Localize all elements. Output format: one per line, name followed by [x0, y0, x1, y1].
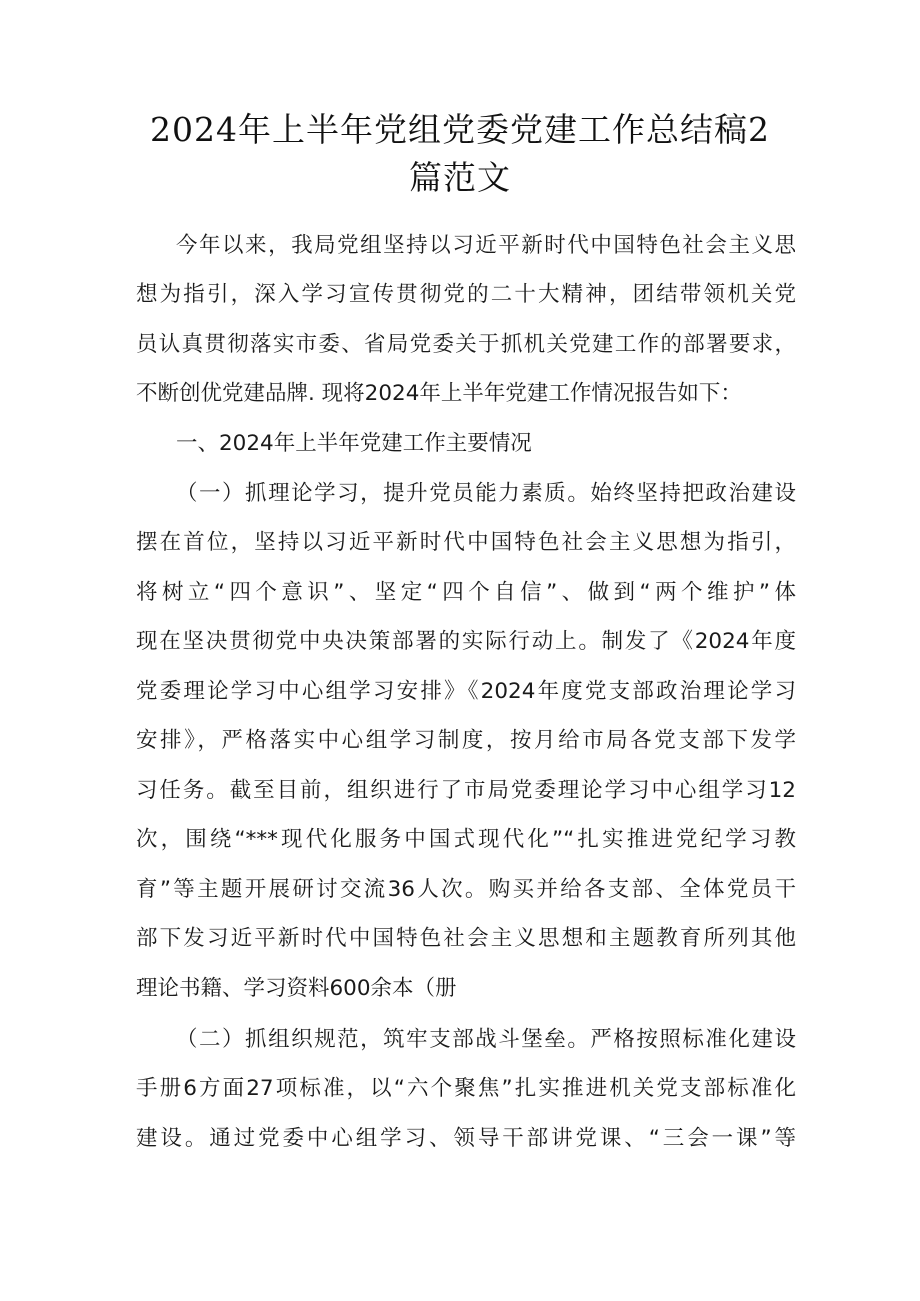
intro-paragraph-line: 想为指引，深入学习宣传贯彻党的二十大精神，团结带领机关党 — [136, 282, 796, 307]
intro-paragraph-line: 员认真贯彻落实市委、省局党委关于抓机关党建工作的部署要求， — [136, 332, 796, 357]
subsection-2-line: 建设。通过党委中心组学习、领导干部讲党课、“三会一课”等 — [136, 1126, 796, 1151]
subsection-1-line: 现在坚决贯彻党中央决策部署的实际行动上。制发了《2024年度 — [136, 629, 796, 654]
subsection-1-line: 理论书籍、学习资料600余本（册 — [136, 976, 457, 1001]
subsection-1-line: 次，围绕“***现代化服务中国式现代化”“扎实推进党纪学习教 — [136, 827, 796, 852]
subsection-1-line: 党委理论学习中心组学习安排》《2024年度党支部政治理论学习 — [136, 679, 796, 704]
subsection-2-line: 手册6方面27项标准，以“六个聚焦”扎实推进机关党支部标准化 — [136, 1076, 796, 1101]
subsection-2-line: （二）抓组织规范，筑牢支部战斗堡垒。严格按照标准化建设 — [176, 1027, 796, 1052]
subsection-1-line: （一）抓理论学习，提升党员能力素质。始终坚持把政治建设 — [176, 481, 796, 506]
document-title-line-1: 2024年上半年党组党委党建工作总结稿2 — [150, 110, 770, 149]
subsection-1-line: 将树立“四个意识”、坚定“四个自信”、做到“两个维护”体 — [136, 580, 796, 605]
subsection-1-line: 安排》，严格落实中心组学习制度，按月给市局各党支部下发学 — [136, 728, 796, 753]
intro-paragraph-line: 今年以来，我局党组坚持以习近平新时代中国特色社会主义思 — [176, 233, 796, 258]
subsection-1-line: 摆在首位，坚持以习近平新时代中国特色社会主义思想为指引， — [136, 530, 796, 555]
subsection-1-line: 习任务。截至目前，组织进行了市局党委理论学习中心组学习12 — [136, 778, 796, 803]
subsection-1-line: 部下发习近平新时代中国特色社会主义思想和主题教育所列其他 — [136, 926, 796, 951]
subsection-1-line: 育”等主题开展研讨交流36人次。购买并给各支部、全体党员干 — [136, 877, 796, 902]
section-heading: 一、2024年上半年党建工作主要情况 — [176, 431, 532, 456]
document-title-line-2: 篇范文 — [409, 158, 511, 197]
intro-paragraph-line: 不断创优党建品牌. 现将2024年上半年党建工作情况报告如下： — [136, 381, 742, 406]
